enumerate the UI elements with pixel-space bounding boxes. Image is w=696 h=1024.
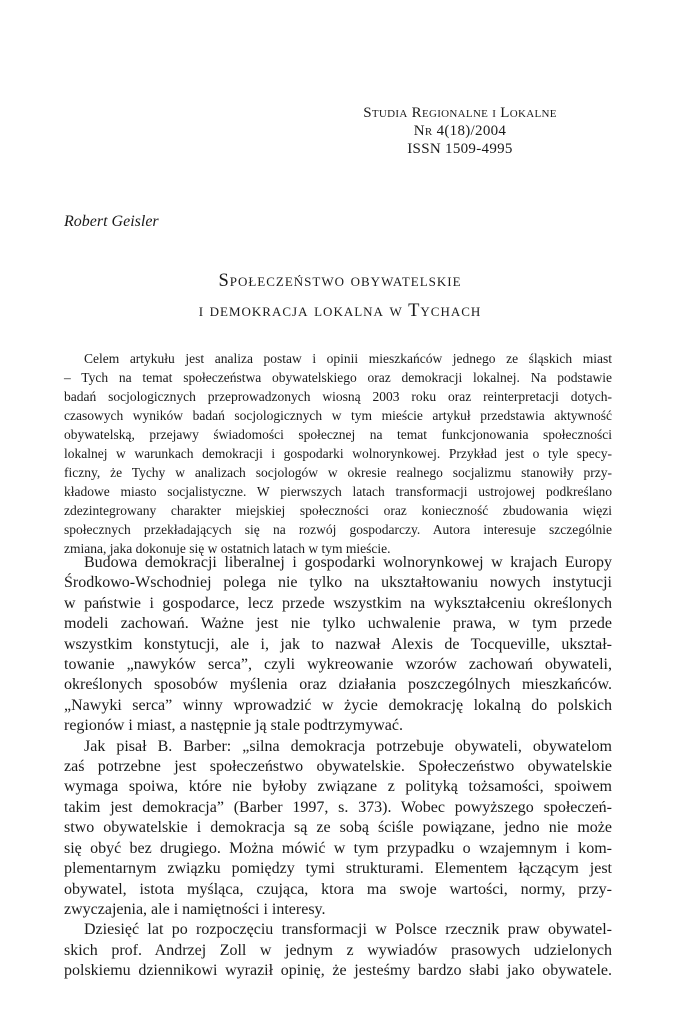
body-line: Środkowo-Wschodniej polega nie tylko na ukształtowaniu nowych instytucji <box>64 574 612 592</box>
body-line: wymaga spoiwa, które nie byłoby związane z polityką tożsamości, spoiwem <box>64 778 612 796</box>
body-line: się obyć bez drugiego. Można mówić w tym przypadku o wzajemnym i kom- <box>64 839 612 857</box>
body-line: „Nawyki serca” winny wprowadzić w życie demokrację lokalną do polskich <box>64 696 612 714</box>
journal-issue-number: Nr 4(18)/2004 <box>413 123 507 139</box>
article-abstract <box>64 349 612 558</box>
article-author: Robert Geisler <box>64 213 159 230</box>
title-line: Społeczeństwo obywatelskie <box>218 271 462 291</box>
body-line: w państwie i gospodarce, lecz przede wszystkim na wykształceniu określonych <box>64 594 612 612</box>
body-line: modeli zachowań. Ważne jest nie tylko uchwalenie prawa, w tym przede <box>64 615 612 633</box>
paragraph-3 <box>64 920 612 981</box>
abstract-line: badań socjologicznych przeprowadzonych wiosną 2003 roku oraz reinterpretacji dotych- <box>64 389 612 404</box>
abstract-line: lokalnej w warunkach demokracji i gospodarki wolnorynkowej. Przykład jest o tyle specy- <box>64 446 612 461</box>
body-line: takim jest demokracja” (Barber 1997, s. 373). Wobec powyższego społeczeń- <box>64 798 612 816</box>
abstract-line: Celem artykułu jest analiza postaw i opinii mieszkańców jednego ze śląskich miast <box>84 351 612 366</box>
abstract-line: czasowych wyników badań socjologicznych w tym mieście artykuł przedstawia aktywność <box>64 408 612 423</box>
abstract-line: społecznych przekładających się na rozwój gospodarczy. Autora interesuje szczególnie <box>64 522 612 537</box>
abstract-line: kładowe miasto socjalistyczne. W pierwszych latach transformacji ustrojowej podkreślano <box>64 484 612 499</box>
body-line: Jak pisał B. Barber: „silna demokracja potrzebuje obywateli, obywatelom <box>84 737 612 755</box>
body-line: plementarnym związku pomiędzy tymi strukturami. Elementem łączącym jest <box>64 860 612 878</box>
abstract-line: obywatelską, przejawy świadomości społecznej na temat funkcjonowania społeczności <box>64 427 612 442</box>
body-line: wszystkim konstytucji, ale i, jak to nazwał Alexis de Tocqueville, ukształ- <box>64 635 612 653</box>
body-line: obywatel, istota myśląca, czująca, ktora ma swoje wartości, normy, przy- <box>64 880 612 898</box>
abstract-line: zmiana, jaka dokonuje się w ostatnich latach w tym mieście. <box>64 541 391 556</box>
body-line: Dziesięć lat po rozpoczęciu transformacji w Polsce rzecznik praw obywatel- <box>84 921 612 939</box>
abstract-line: ficzny, że Tychy w analizach socjologów w okresie realnego socjalizmu stanowiły przy- <box>64 465 612 480</box>
journal-issn: ISSN 1509-4995 <box>407 141 513 157</box>
body-line: zwyczajenia, ale i namiętności i interesy. <box>64 900 326 918</box>
abstract-line: – Tych na temat społeczeństwa obywatelskiego oraz demokracji lokalnej. Na podstawie <box>64 370 612 385</box>
paragraph-2 <box>64 737 612 921</box>
abstract-line: zdezintegrowany charakter miejskiej społeczności oraz konieczność zbudowania więzi <box>64 503 612 518</box>
body-line: zaś potrzebne jest społeczeństwo obywatelskie. Społeczeństwo obywatelskie <box>64 758 612 776</box>
body-line: stwo obywatelskie i demokracja są ze sobą ściśle powiązane, jedno nie może <box>64 819 612 837</box>
journal-header <box>300 104 620 158</box>
body-line: towanie „nawyków serca”, czyli wykreowanie wzorów zachowań obywateli, <box>64 656 612 674</box>
article-title <box>64 266 616 326</box>
body-line: Budowa demokracji liberalnej i gospodarki wolnorynkowej w krajach Europy <box>84 554 612 571</box>
title-line: i demokracja lokalna w Tychach <box>198 301 482 321</box>
paragraph-1 <box>64 553 612 737</box>
journal-title: Studia Regionalne i Lokalne <box>363 105 557 121</box>
article-body <box>64 553 612 982</box>
body-line: skich prof. Andrzej Zoll w jednym z wywiadów prasowych udzielonych <box>64 941 612 959</box>
body-line: polskiemu dziennikowi wyraził opinię, że jesteśmy bardzo słabi jako obywatele. <box>64 962 612 980</box>
body-line: regionów i miast, a następnie ją stale podtrzymywać. <box>64 717 404 735</box>
body-line: określonych sposobów myślenia oraz działania poszczególnych mieszkańców. <box>64 676 612 694</box>
